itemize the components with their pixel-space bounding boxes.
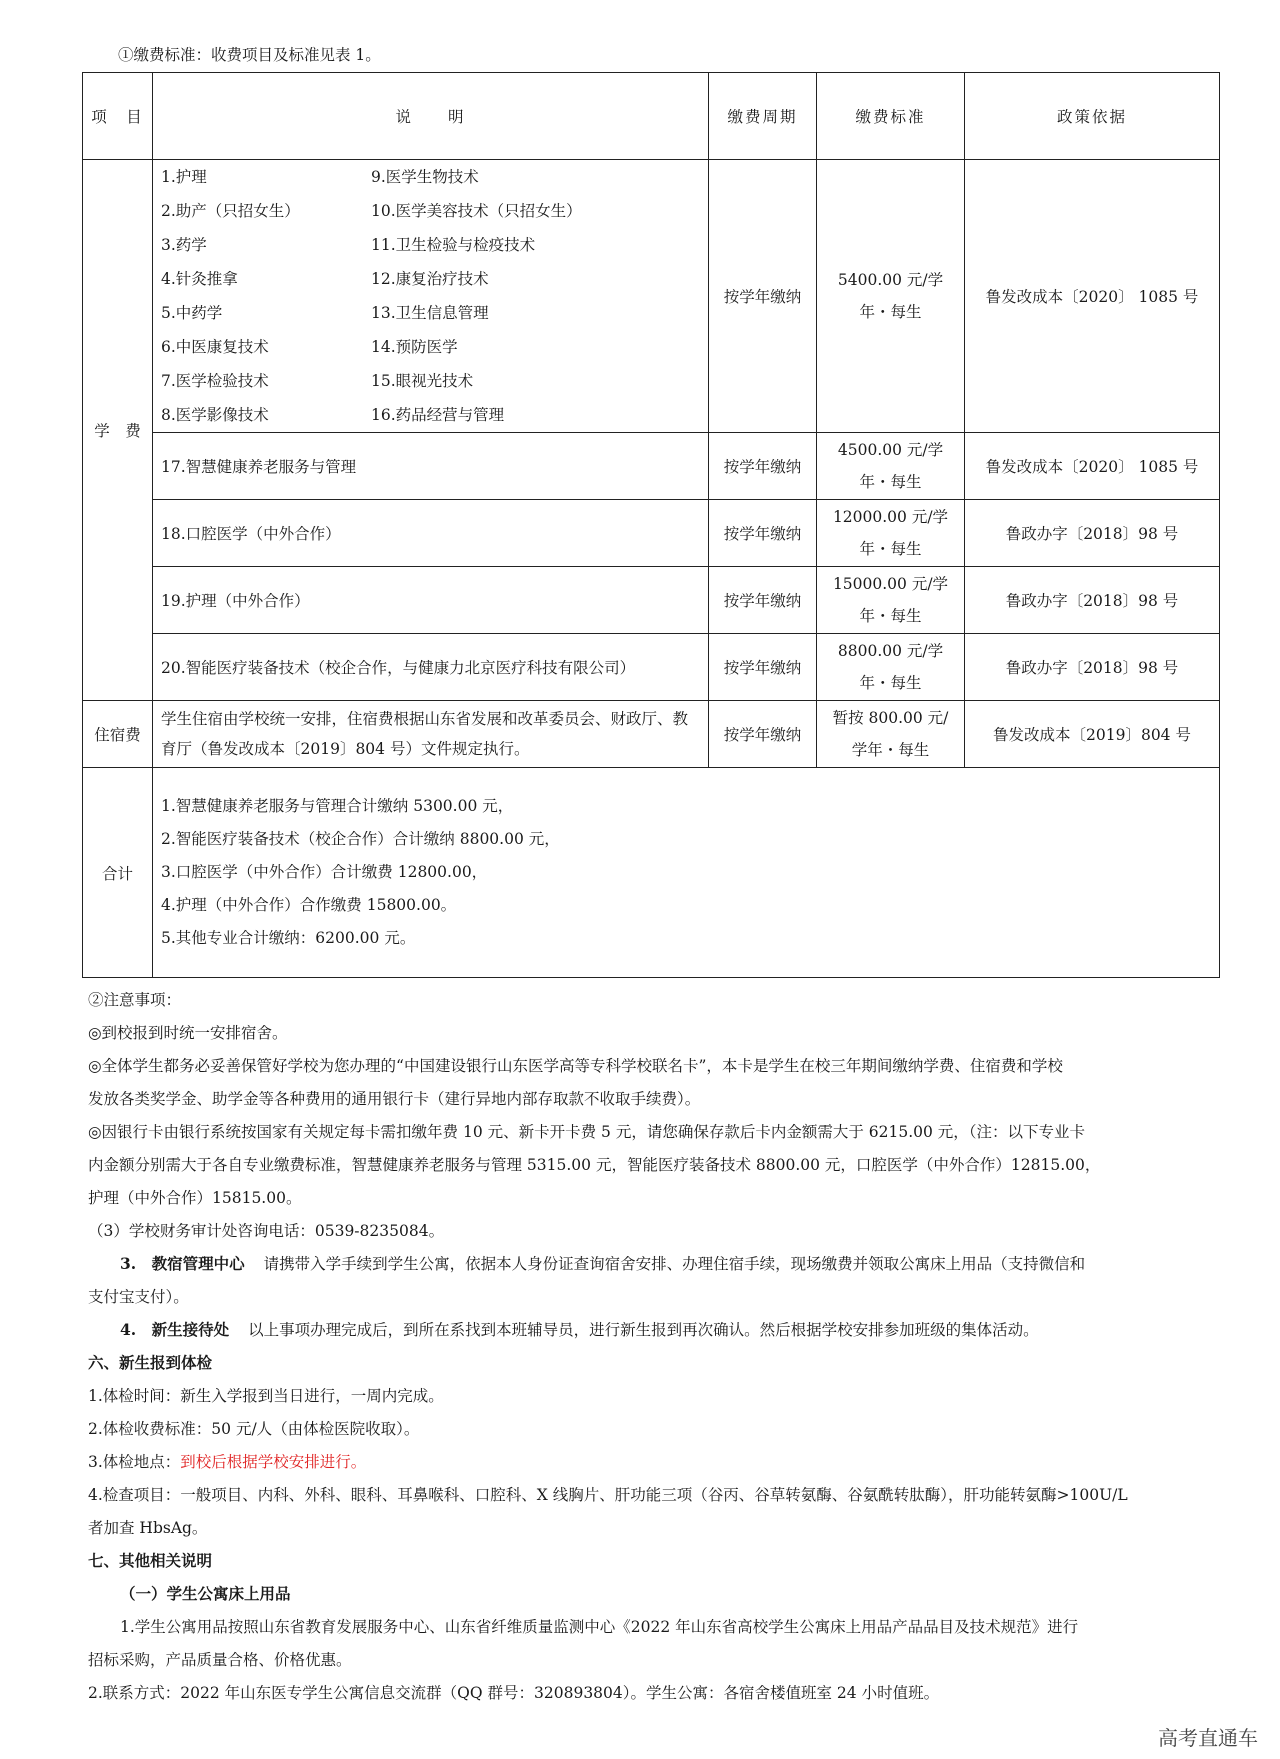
total-cell: [153, 768, 1220, 978]
standard-cell: 8800.00 元/学年・每生: [817, 634, 965, 701]
description-cell: 17.智慧健康养老服务与管理: [153, 433, 709, 500]
major-item: 2.助产（只招女生）: [161, 202, 300, 220]
table-header-row: [83, 73, 1220, 160]
standard-cell: 15000.00 元/学年・每生: [817, 567, 965, 634]
major-item: 4.针灸推拿: [161, 270, 238, 288]
period-cell: 按学年缴纳: [709, 160, 817, 433]
step4-line: [120, 1319, 1039, 1341]
note-item: ◎全体学生都务必妥善保管好学校为您办理的“中国建设银行山东医学高等专科学校联名卡”，本卡是学生在校三年期间缴纳学费、住宿费和学校: [88, 1057, 1063, 1075]
total-label: 合计: [83, 768, 153, 978]
major-item: 16.药品经营与管理: [371, 406, 505, 424]
policy-cell: 鲁发改成本〔2020〕 1085 号: [965, 433, 1220, 500]
step3-text-cont: 支付宝支付）。: [88, 1288, 189, 1306]
notes-title: ②注意事项：: [88, 991, 182, 1009]
exam-item: 4.检查项目：一般项目、内科、外科、眼科、耳鼻喉科、口腔科、X 线胸片、肝功能三项（谷丙、谷草转氨酶、谷氨酰转肽酶），肝功能转氨酶>100U/L: [88, 1486, 1128, 1504]
policy-cell: 鲁政办字〔2018〕98 号: [965, 500, 1220, 567]
exam-location-label: 3.体检地点：: [88, 1453, 181, 1471]
period-cell: 按学年缴纳: [709, 567, 817, 634]
step4-label: 4. 新生接待处: [120, 1320, 230, 1339]
section7-subtitle: （一）学生公寓床上用品: [120, 1584, 291, 1603]
major-item: 11.卫生检验与检疫技术: [371, 236, 536, 254]
major-item: 6.中医康复技术: [161, 338, 269, 356]
major-item: 10.医学美容技术（只招女生）: [371, 202, 582, 220]
fee-standard-intro: ①缴费标准：收费项目及标准见表 1。: [118, 46, 381, 64]
table-row: [83, 567, 1220, 634]
step4-text: 以上事项办理完成后，到所在系找到本班辅导员，进行新生报到再次确认。然后根据学校安排参加班级的集体活动。: [248, 1321, 1039, 1339]
note-item: 护理（中外合作）15815.00。: [88, 1189, 302, 1207]
standard-cell: 5400.00 元/学年・每生: [817, 160, 965, 433]
major-item: 15.眼视光技术: [371, 372, 474, 390]
bedding-paragraph: 招标采购，产品质量合格、价格优惠。: [88, 1651, 352, 1669]
header-policy: 政策依据: [965, 73, 1220, 160]
table-row: [83, 768, 1220, 978]
step3-label: 3. 教宿管理中心: [120, 1254, 245, 1273]
major-item: 3.药学: [161, 236, 207, 254]
exam-location: [88, 1451, 366, 1473]
table-row: [83, 433, 1220, 500]
major-list: [153, 160, 709, 433]
total-item: 5.其他专业合计缴纳：6200.00 元。: [161, 929, 416, 947]
header-period: 缴费周期: [709, 73, 817, 160]
major-item: 14.预防医学: [371, 338, 458, 356]
period-cell: 按学年缴纳: [709, 634, 817, 701]
note-item: ◎到校报到时统一安排宿舍。: [88, 1024, 288, 1042]
note-item: 内金额分别需大于各自专业缴费标准，智慧健康养老服务与管理 5315.00 元，智能医疗装备技术 8800.00 元，口腔医学（中外合作）12815.00，: [88, 1156, 1101, 1174]
total-item: 3.口腔医学（中外合作）合计缴费 12800.00，: [161, 863, 488, 881]
period-cell: 按学年缴纳: [709, 433, 817, 500]
exam-item: 1.体检时间：新生入学报到当日进行，一周内完成。: [88, 1387, 444, 1405]
table-row: [83, 500, 1220, 567]
period-cell: 按学年缴纳: [709, 701, 817, 768]
contact-line: 2.联系方式：2022 年山东医专学生公寓信息交流群（QQ 群号：320893804）。学生公寓：各宿舍楼值班室 24 小时值班。: [88, 1684, 940, 1702]
major-item: 1.护理: [161, 168, 207, 186]
standard-cell: 12000.00 元/学年・每生: [817, 500, 965, 567]
dorm-label: 住宿费: [83, 701, 153, 768]
header-standard: 缴费标准: [817, 73, 965, 160]
fee-table: [82, 72, 1220, 978]
total-item: 1.智慧健康养老服务与管理合计缴纳 5300.00 元，: [161, 797, 514, 815]
header-item: 项 目: [83, 73, 153, 160]
step3-line: [120, 1253, 1085, 1275]
note-item: 发放各类奖学金、助学金等各种费用的通用银行卡（建行异地内部存取款不收取手续费）。: [88, 1090, 701, 1108]
standard-cell: 暂按 800.00 元/学年・每生: [817, 701, 965, 768]
description-cell: 学生住宿由学校统一安排，住宿费根据山东省发展和改革委员会、财政厅、教育厅（鲁发改成本〔2019〕804 号）文件规定执行。: [153, 701, 709, 768]
major-item: 13.卫生信息管理: [371, 304, 489, 322]
major-item: 9.医学生物技术: [371, 168, 479, 186]
header-description: 说 明: [153, 73, 709, 160]
major-item: 5.中药学: [161, 304, 223, 322]
standard-cell: 4500.00 元/学年・每生: [817, 433, 965, 500]
step3-text: 请携带入学手续到学生公寓，依据本人身份证查询宿舍安排、办理住宿手续，现场缴费并领取公寓床上用品（支持微信和: [263, 1255, 1086, 1273]
finance-phone: （3）学校财务审计处咨询电话：0539-8235084。: [88, 1222, 445, 1240]
exam-item: 2.体检收费标准：50 元/人（由体检医院收取）。: [88, 1420, 420, 1438]
watermark: 高考直通车: [1158, 1726, 1258, 1750]
table-row: [83, 160, 1220, 433]
policy-cell: 鲁政办字〔2018〕98 号: [965, 634, 1220, 701]
policy-cell: 鲁发改成本〔2019〕804 号: [965, 701, 1220, 768]
section6-title: 六、新生报到体检: [88, 1353, 213, 1372]
exam-item: 者加查 HbsAg。: [88, 1519, 208, 1537]
table-row: [83, 634, 1220, 701]
total-item: 4.护理（中外合作）合作缴费 15800.00。: [161, 896, 457, 914]
description-cell: 19.护理（中外合作）: [153, 567, 709, 634]
policy-cell: 鲁政办字〔2018〕98 号: [965, 567, 1220, 634]
major-item: 7.医学检验技术: [161, 372, 269, 390]
bedding-paragraph: 1.学生公寓用品按照山东省教育发展服务中心、山东省纤维质量监测中心《2022 年山东省高校学生公寓床上用品产品品目及技术规范》进行: [120, 1618, 1079, 1636]
tuition-label: 学 费: [83, 160, 153, 701]
major-item: 12.康复治疗技术: [371, 270, 489, 288]
description-cell: 20.智能医疗装备技术（校企合作，与健康力北京医疗科技有限公司）: [153, 634, 709, 701]
major-item: 8.医学影像技术: [161, 406, 269, 424]
note-item: ◎因银行卡由银行系统按国家有关规定每卡需扣缴年费 10 元、新卡开卡费 5 元，请您确保存款后卡内金额需大于 6215.00 元，（注：以下专业卡: [88, 1123, 1086, 1141]
total-item: 2.智能医疗装备技术（校企合作）合计缴纳 8800.00 元，: [161, 830, 560, 848]
section7-title: 七、其他相关说明: [88, 1551, 213, 1570]
table-row: [83, 701, 1220, 768]
exam-location-value: 到校后根据学校安排进行。: [180, 1453, 367, 1471]
policy-cell: 鲁发改成本〔2020〕 1085 号: [965, 160, 1220, 433]
period-cell: 按学年缴纳: [709, 500, 817, 567]
description-cell: 18.口腔医学（中外合作）: [153, 500, 709, 567]
